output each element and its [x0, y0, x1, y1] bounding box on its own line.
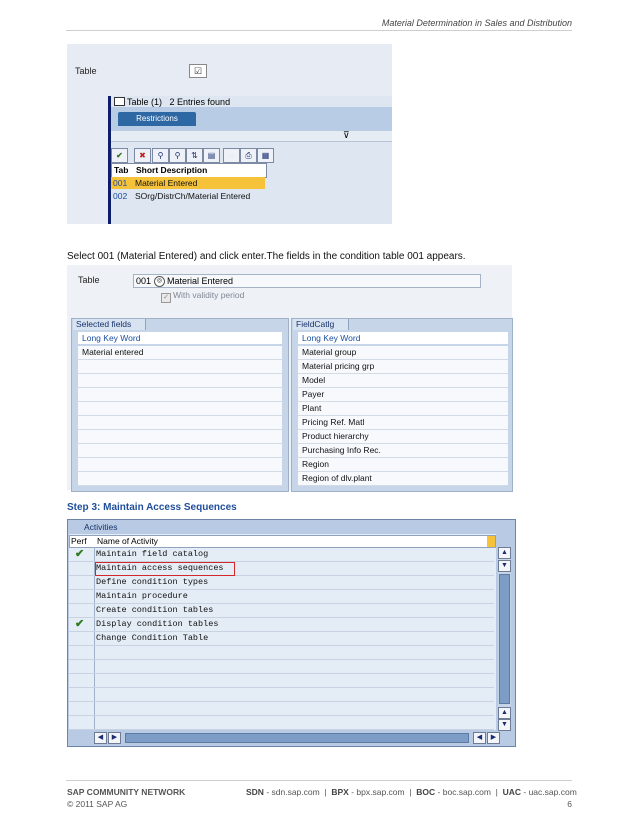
scroll-page-up-icon[interactable]: ▲	[498, 707, 511, 719]
table-row[interactable]	[69, 688, 494, 702]
footer-sdn-link[interactable]: sdn.sap.com	[271, 787, 320, 797]
vertical-scrollbar[interactable]	[498, 547, 511, 731]
column-header-short-description: Short Description	[136, 165, 208, 175]
column-settings-icon[interactable]	[487, 536, 495, 547]
list-item[interactable]	[78, 402, 282, 416]
screenshot-condition-table	[67, 265, 512, 490]
table-row[interactable]	[69, 674, 494, 688]
collapse-triangle-icon[interactable]: ⊽	[343, 130, 350, 140]
activity-name: Maintain field catalog	[96, 549, 209, 559]
screenshot-table-search	[67, 44, 392, 224]
activity-name: Display condition tables	[96, 619, 219, 629]
footer-sdn-label: SDN	[246, 787, 264, 797]
row-short-description: Material Entered	[135, 178, 198, 188]
checkbox-label: With validity period	[173, 290, 245, 300]
checkbox-checked-icon: ✓	[161, 293, 171, 303]
footer-links: SDN - sdn.sap.com | BPX - bpx.sap.com | BOC - boc.sap.com | UAC - uac.sap.com	[246, 787, 577, 797]
header-divider	[66, 30, 572, 31]
popup-title-bar	[114, 97, 230, 107]
row-short-description: SOrg/DistrCh/Material Entered	[135, 191, 251, 201]
list-item[interactable]: Product hierarchy	[298, 430, 508, 444]
tab-field-catalog[interactable]: FieldCatlg	[293, 319, 349, 330]
confirm-checkmark-icon[interactable]: ✔	[111, 148, 128, 163]
activity-name: Maintain access sequences	[96, 563, 224, 573]
scroll-left-icon[interactable]: ◀	[94, 732, 107, 744]
list-item[interactable]: Plant	[298, 402, 508, 416]
activity-name: Define condition types	[96, 577, 209, 587]
list-item[interactable]	[78, 388, 282, 402]
table-row[interactable]	[69, 646, 494, 660]
footer-network: SAP COMMUNITY NETWORK	[67, 787, 186, 797]
footer-bpx-link[interactable]: bpx.sap.com	[356, 787, 405, 797]
find-icon[interactable]: ⚲	[152, 148, 169, 163]
disabled-action-icon: ◌	[223, 148, 240, 163]
search-help-popup	[108, 96, 392, 224]
list-item[interactable]	[78, 430, 282, 444]
table-row[interactable]	[69, 632, 494, 646]
list-item[interactable]	[78, 472, 282, 486]
table-search-help-icon[interactable]: ☑	[189, 64, 207, 78]
footer-divider	[66, 780, 572, 781]
table-row[interactable]	[69, 660, 494, 674]
list-item[interactable]: Model	[298, 374, 508, 388]
scroll-page-down-icon[interactable]: ▼	[498, 560, 511, 572]
horizontal-scrollbar[interactable]	[92, 732, 511, 744]
search-help-icon[interactable]: ◎	[154, 276, 165, 287]
list-item[interactable]: Material entered	[78, 346, 282, 360]
list-item[interactable]: Purchasing Info Rec.	[298, 444, 508, 458]
table-row[interactable]	[69, 576, 494, 590]
activities-grid-header	[69, 535, 496, 548]
footer-boc-link[interactable]: boc.sap.com	[442, 787, 491, 797]
scroll-left-icon[interactable]: ◀	[473, 732, 486, 744]
activity-name: Maintain procedure	[96, 591, 188, 601]
activities-grid	[69, 534, 496, 730]
list-item[interactable]: Region	[298, 458, 508, 472]
list-item[interactable]: Material group	[298, 346, 508, 360]
footer-boc-label: BOC	[416, 787, 436, 797]
list-item[interactable]: Material pricing grp	[298, 360, 508, 374]
list-item[interactable]	[78, 444, 282, 458]
scroll-up-icon[interactable]: ▲	[498, 547, 511, 559]
activities-title: Activities	[84, 522, 118, 532]
table-label: Table	[75, 66, 97, 76]
column-header-long-key-word: Long Key Word	[78, 332, 282, 344]
page-number: 6	[567, 799, 572, 809]
popup-grid-header	[111, 163, 267, 178]
screenshot-activities	[67, 519, 516, 747]
list-item[interactable]: Region of dlv.plant	[298, 472, 508, 486]
list-item[interactable]	[78, 360, 282, 374]
performed-checkmark-icon: ✔	[75, 618, 85, 630]
column-header-long-key-word: Long Key Word	[298, 332, 508, 344]
table-row[interactable]	[69, 562, 494, 576]
tab-restrictions[interactable]: Restrictions	[118, 112, 196, 126]
table-row[interactable]	[69, 590, 494, 604]
list-item[interactable]: Pricing Ref. Matl	[298, 416, 508, 430]
footer-bpx-label: BPX	[331, 787, 349, 797]
popup-toolbar	[111, 148, 271, 162]
selected-fields-panel	[71, 318, 289, 492]
popup-separator	[111, 131, 392, 142]
cancel-icon[interactable]: ✖	[134, 148, 151, 163]
instruction-paragraph: Select 001 (Material Entered) and click enter.The fields in the condition table 001 appears.	[67, 251, 466, 262]
table-row[interactable]	[69, 716, 494, 730]
table-row[interactable]	[69, 618, 494, 632]
list-item[interactable]	[78, 416, 282, 430]
list-item[interactable]	[78, 374, 282, 388]
print-icon[interactable]: ⎙	[240, 148, 257, 163]
find-next-icon[interactable]: ⚲	[169, 148, 186, 163]
step-heading: Step 3: Maintain Access Sequences	[67, 502, 237, 513]
table-row[interactable]	[69, 702, 494, 716]
table-row[interactable]	[111, 177, 265, 189]
column-header-name-of-activity: Name of Activity	[97, 536, 158, 546]
performed-checkmark-icon: ✔	[75, 548, 85, 560]
document-header-title: Material Determination in Sales and Distribution	[381, 18, 572, 28]
activity-name: Change Condition Table	[96, 633, 209, 643]
list-item[interactable]	[78, 458, 282, 472]
filter-icon[interactable]: ▤	[203, 148, 220, 163]
footer-copyright: © 2011 SAP AG	[67, 799, 128, 809]
table-value: 001	[136, 276, 152, 286]
sort-icon[interactable]: ⇅	[186, 148, 203, 163]
table-row[interactable]	[69, 548, 494, 562]
info-icon[interactable]: ▦	[257, 148, 274, 163]
table-field[interactable]	[133, 274, 481, 288]
table-row[interactable]	[111, 190, 265, 202]
popup-title: Table (1)	[127, 97, 163, 107]
validity-period-checkbox[interactable]	[161, 290, 244, 303]
scrollbar-thumb[interactable]	[125, 733, 469, 743]
scroll-down-icon[interactable]: ▼	[498, 719, 511, 731]
table-label: Table	[78, 275, 100, 285]
tab-selected-fields[interactable]: Selected fields	[73, 319, 146, 330]
table-description: Material Entered	[167, 276, 234, 286]
row-tab-number: 002	[113, 191, 128, 201]
row-tab-number: 001	[113, 178, 128, 188]
column-header-tab: Tab	[114, 165, 129, 175]
table-row[interactable]	[69, 604, 494, 618]
scroll-right-icon[interactable]: ▶	[108, 732, 121, 744]
activity-name: Create condition tables	[96, 605, 214, 615]
window-icon	[114, 97, 125, 106]
scroll-right-icon[interactable]: ▶	[487, 732, 500, 744]
popup-entries-count: 2 Entries found	[169, 97, 231, 107]
list-item[interactable]: Payer	[298, 388, 508, 402]
scrollbar-thumb[interactable]	[499, 574, 510, 704]
footer-uac-label: UAC	[502, 787, 522, 797]
field-catalog-panel	[291, 318, 513, 492]
column-header-perf: Perf	[71, 536, 87, 546]
footer-uac-link[interactable]: uac.sap.com	[528, 787, 577, 797]
